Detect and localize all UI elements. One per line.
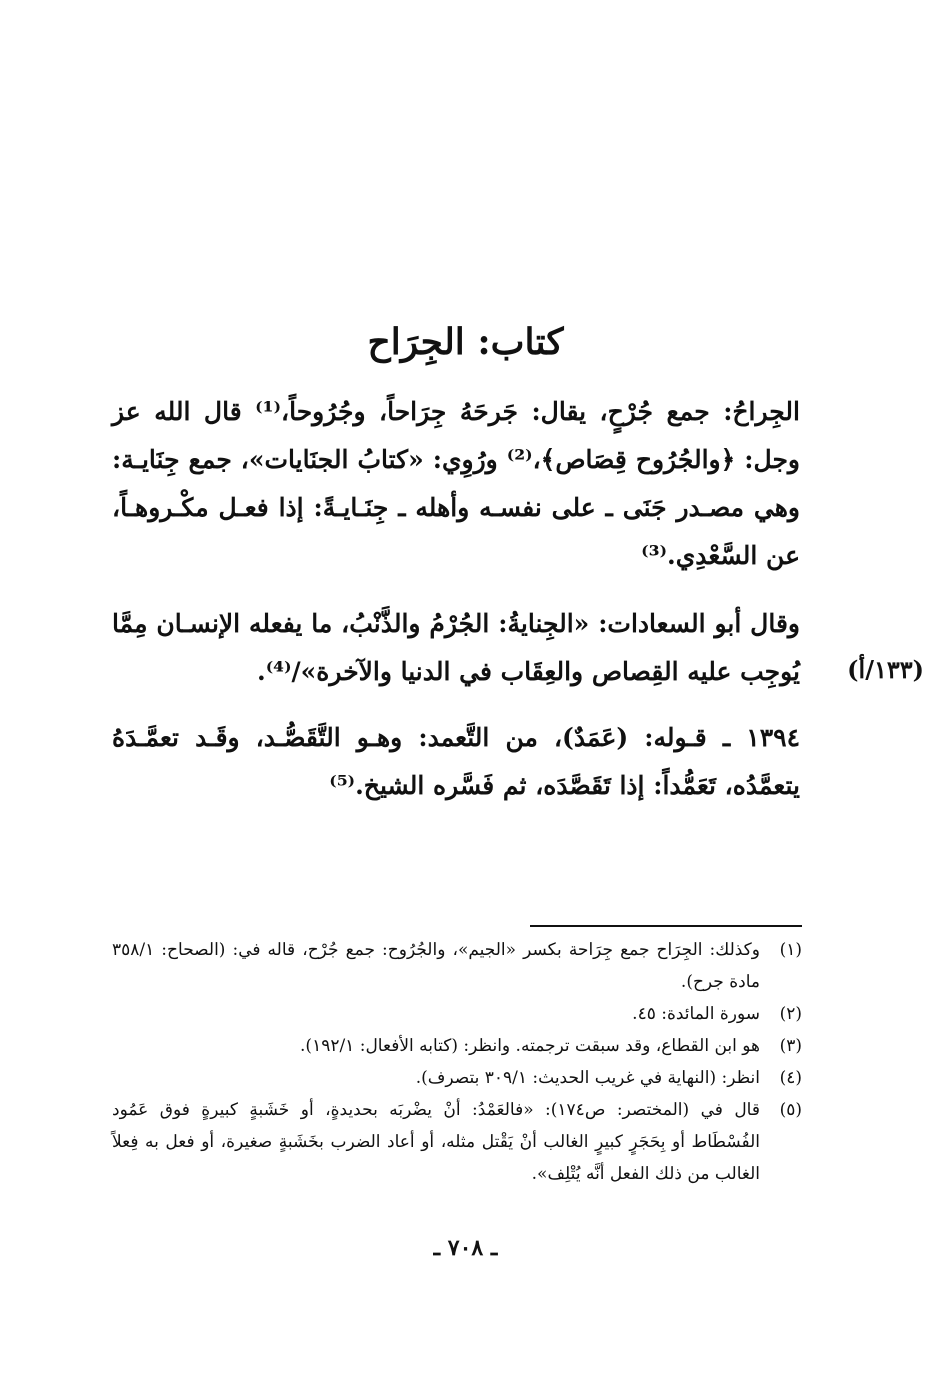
footnotes xyxy=(112,934,802,1190)
footnote-text: هو ابن القطاع، وقد سبقت ترجمته. وانظر: (كتابه الأفعال: ١٩٢/١). xyxy=(300,1036,760,1056)
footnote-text: قال في (المختصر: ص١٧٤): «فالعَمْدُ: أنْ يضْربَه بحديدةٍ، أو خَشَبةٍ كبيرةٍ فوق عَمُود الفُسْطَاط أو بِحَجَرٍ كبيرٍ الغالب أنْ يَقْتل مثله، أو أعاد الضرب بخَشَبةٍ صغيرة، أو فعل به فِعلاً الغالب من ذلك الفعل أنَّه يُتْلِف». xyxy=(112,1100,760,1184)
footnote-5 xyxy=(112,1094,802,1190)
chapter-title: كتاب: الجِرَاح xyxy=(367,321,564,363)
footnote-3 xyxy=(112,1030,802,1062)
footnote-text: سورة المائدة: ٤٥. xyxy=(632,1004,760,1024)
margin-manuscript-reference: (١٣٣/أ) xyxy=(847,655,924,684)
paragraph-definition: الجِراحُ: جمع جُرْحٍ، يقال: جَرحَهُ جِرَاحاً، وجُرُوحاً،⁽¹⁾ قال الله عز وجل: ﴿والجُرُوح قِصَاص﴾،⁽²⁾ ورُوِي: «كتابُ الجنَايات»، جمع جِنَايـة: وهي مصـدر جَنَى ـ على نفسـه وأهله ـ جِنَـايـةً: إذا فعـل مكْـروهـاً، عن السَّعْدِي.⁽³⁾ xyxy=(112,397,801,570)
paragraph-abu-saadat: وقال أبو السعادات: «الجِنايةُ: الجُرْمُ والذَّنْبُ، ما يفعله الإنسـان مِمَّا يُوجِب عليه القِصاص والعِقَاب في الدنيا والآخرة»/⁽⁴⁾. xyxy=(112,609,800,686)
page-number: ـ ٧٠٨ ـ xyxy=(433,1235,498,1261)
footnote-number: (٤) xyxy=(779,1068,802,1088)
footnote-1 xyxy=(112,934,802,998)
footnote-number: (٣) xyxy=(779,1036,802,1056)
footnote-number: (٥) xyxy=(779,1100,802,1120)
footnote-separator xyxy=(530,925,802,927)
footnote-2 xyxy=(112,998,802,1030)
paragraph-1394: ١٣٩٤ ـ قـوله: (عَمَدٌ)، من التَّعمد: وهـو التَّقَصُّـد، وقَـد تعمَّـدَهُ يتعمَّدُه، تَعَمُّداً: إذا تَقَصَّدَه، ثم فَسَّره الشيخ.⁽⁵⁾ xyxy=(112,723,800,800)
footnote-4 xyxy=(112,1062,802,1094)
footnote-text: وكذلك: الجِرَاح جمع جِرَاحة بكسر «الجيم»، والجُرُوح: جمع جُرْح، قاله في: (الصحاح: ٣٥٨/١ مادة جرح). xyxy=(112,940,760,992)
footnote-text: انظر: (النهاية في غريب الحديث: ٣٠٩/١ بتصرف). xyxy=(415,1068,760,1088)
footnote-number: (١) xyxy=(779,940,802,960)
footnote-number: (٢) xyxy=(779,1004,802,1024)
